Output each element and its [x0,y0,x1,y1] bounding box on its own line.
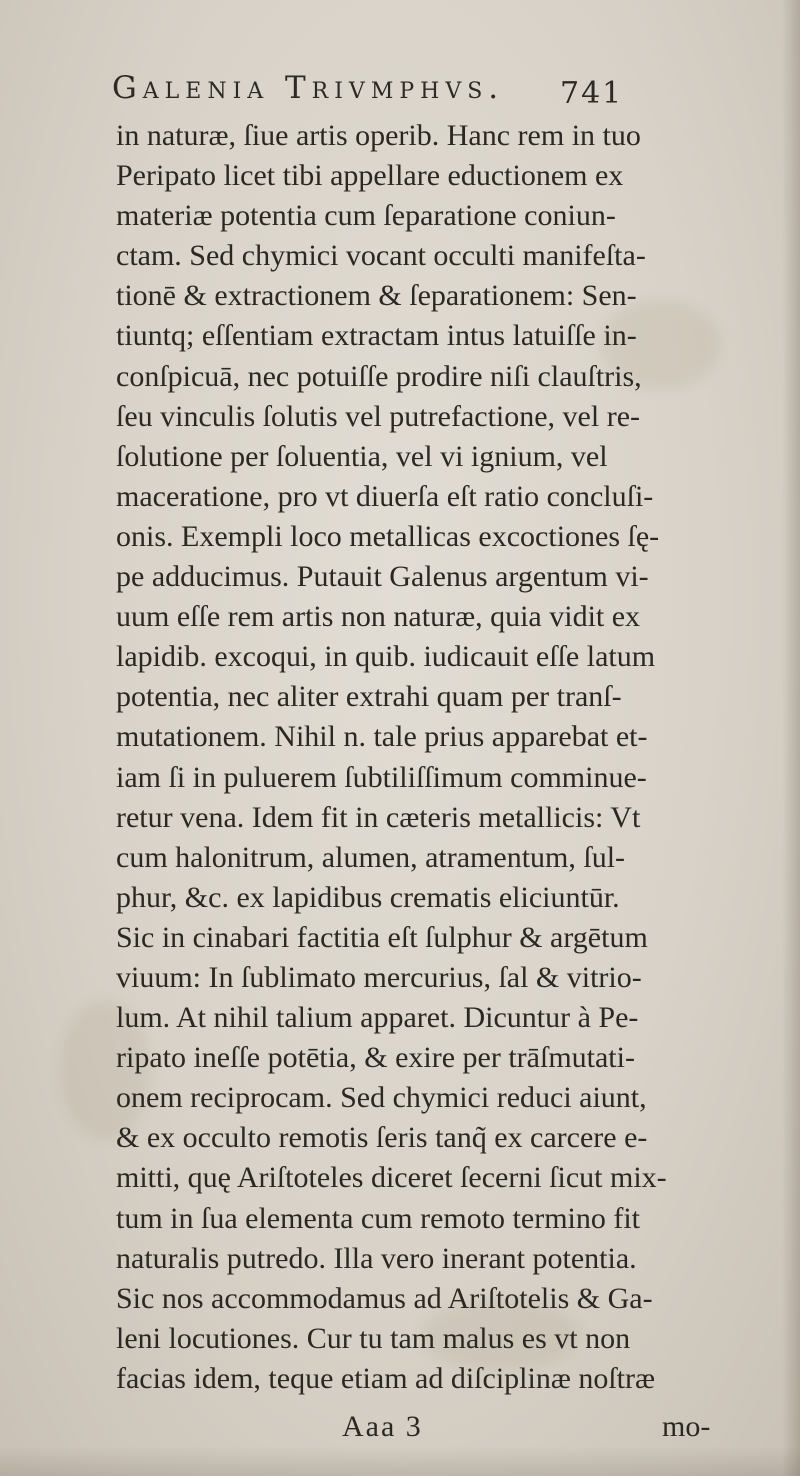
text-line: Sic nos accommodamus ad Ariſtotelis & Ga- [116,1281,653,1315]
body-text [116,116,740,1399]
text-line: ſolutione per ſoluentia, vel vi ignium, vel [116,439,608,473]
running-head: Galenia Trivmphvs. [112,70,505,106]
text-line: & ex occulto remotis ſeris tanq̃ ex carcere e- [116,1121,648,1155]
text-line: tum in ſua elementa cum remoto termino fit [116,1201,641,1235]
signature-mark: Aaa 3 [342,1410,423,1443]
text-line: mitti, quę Ariſtoteles diceret ſecerni ſicut mix- [116,1161,667,1195]
text-line: viuum: In ſublimato mercurius, ſal & vitrio- [116,960,642,994]
text-line: conſpicuā, nec potuiſſe prodire niſi clauſtris, [116,359,642,393]
text-line: retur vena. Idem fit in cæteris metallicis: Vt [116,800,641,834]
text-line: in naturæ, ſiue artis operib. Hanc rem in tuo [116,119,641,152]
page-bottom-shadow [0,1446,800,1476]
text-line: materiæ potentia cum ſeparatione coniun- [116,199,616,233]
text-line: pe adducimus. Putauit Galenus argentum vi- [116,560,649,594]
text-line: lum. At nihil talium apparet. Dicuntur à Pe- [116,1001,639,1035]
text-line: mutationem. Nihil n. tale prius apparebat et- [116,720,648,754]
text-line: maceratione, pro vt diuerſa eſt ratio concluſi- [116,479,654,513]
text-line: iam ſi in puluerem ſubtiliſſimum comminue- [116,760,647,794]
text-line: lapidib. excoqui, in quib. iudicauit eſſe latum [116,640,656,674]
text-line: potentia, nec aliter extrahi quam per tranſ- [116,680,622,714]
text-line: phur, &c. ex lapidibus crematis eliciuntūr. [116,880,620,914]
text-line: cum halonitrum, alumen, atramentum, ſul- [116,840,626,874]
text-line: onis. Exempli loco metallicas excoctiones ſę- [116,519,660,553]
text-line: leni locutiones. Cur tu tam malus es vt non [116,1321,631,1355]
text-line: ctam. Sed chymici vocant occulti manifeſta- [116,239,646,273]
catchword: mo- [662,1410,711,1443]
text-line: uum eſſe rem artis non naturæ, quia vidit ex [116,600,641,634]
text-line: tionē & extractionem & ſeparationem: Sen- [116,279,637,313]
text-line: facias idem, teque etiam ad diſciplinæ noſtræ [116,1361,656,1395]
text-line: Sic in cinabari factitia eſt ſulphur & argētum [116,920,648,954]
text-line: tiuntq; eſſentiam extractam intus latuiſſe in- [116,319,637,353]
text-line: onem reciprocam. Sed chymici reduci aiunt, [116,1081,647,1115]
page-edge-shadow [782,0,800,1476]
text-line: naturalis putredo. Illa vero inerant potentia. [116,1241,637,1275]
page-header [112,62,672,122]
text-line: ſeu vinculis ſolutis vel putrefactione, vel re- [116,399,641,433]
page-number: 741 [560,76,624,111]
text-line: Peripato licet tibi appellare eductionem ex [116,159,624,193]
text-line: ripato ineſſe potētia, & exire per trāſmutati- [116,1041,635,1075]
